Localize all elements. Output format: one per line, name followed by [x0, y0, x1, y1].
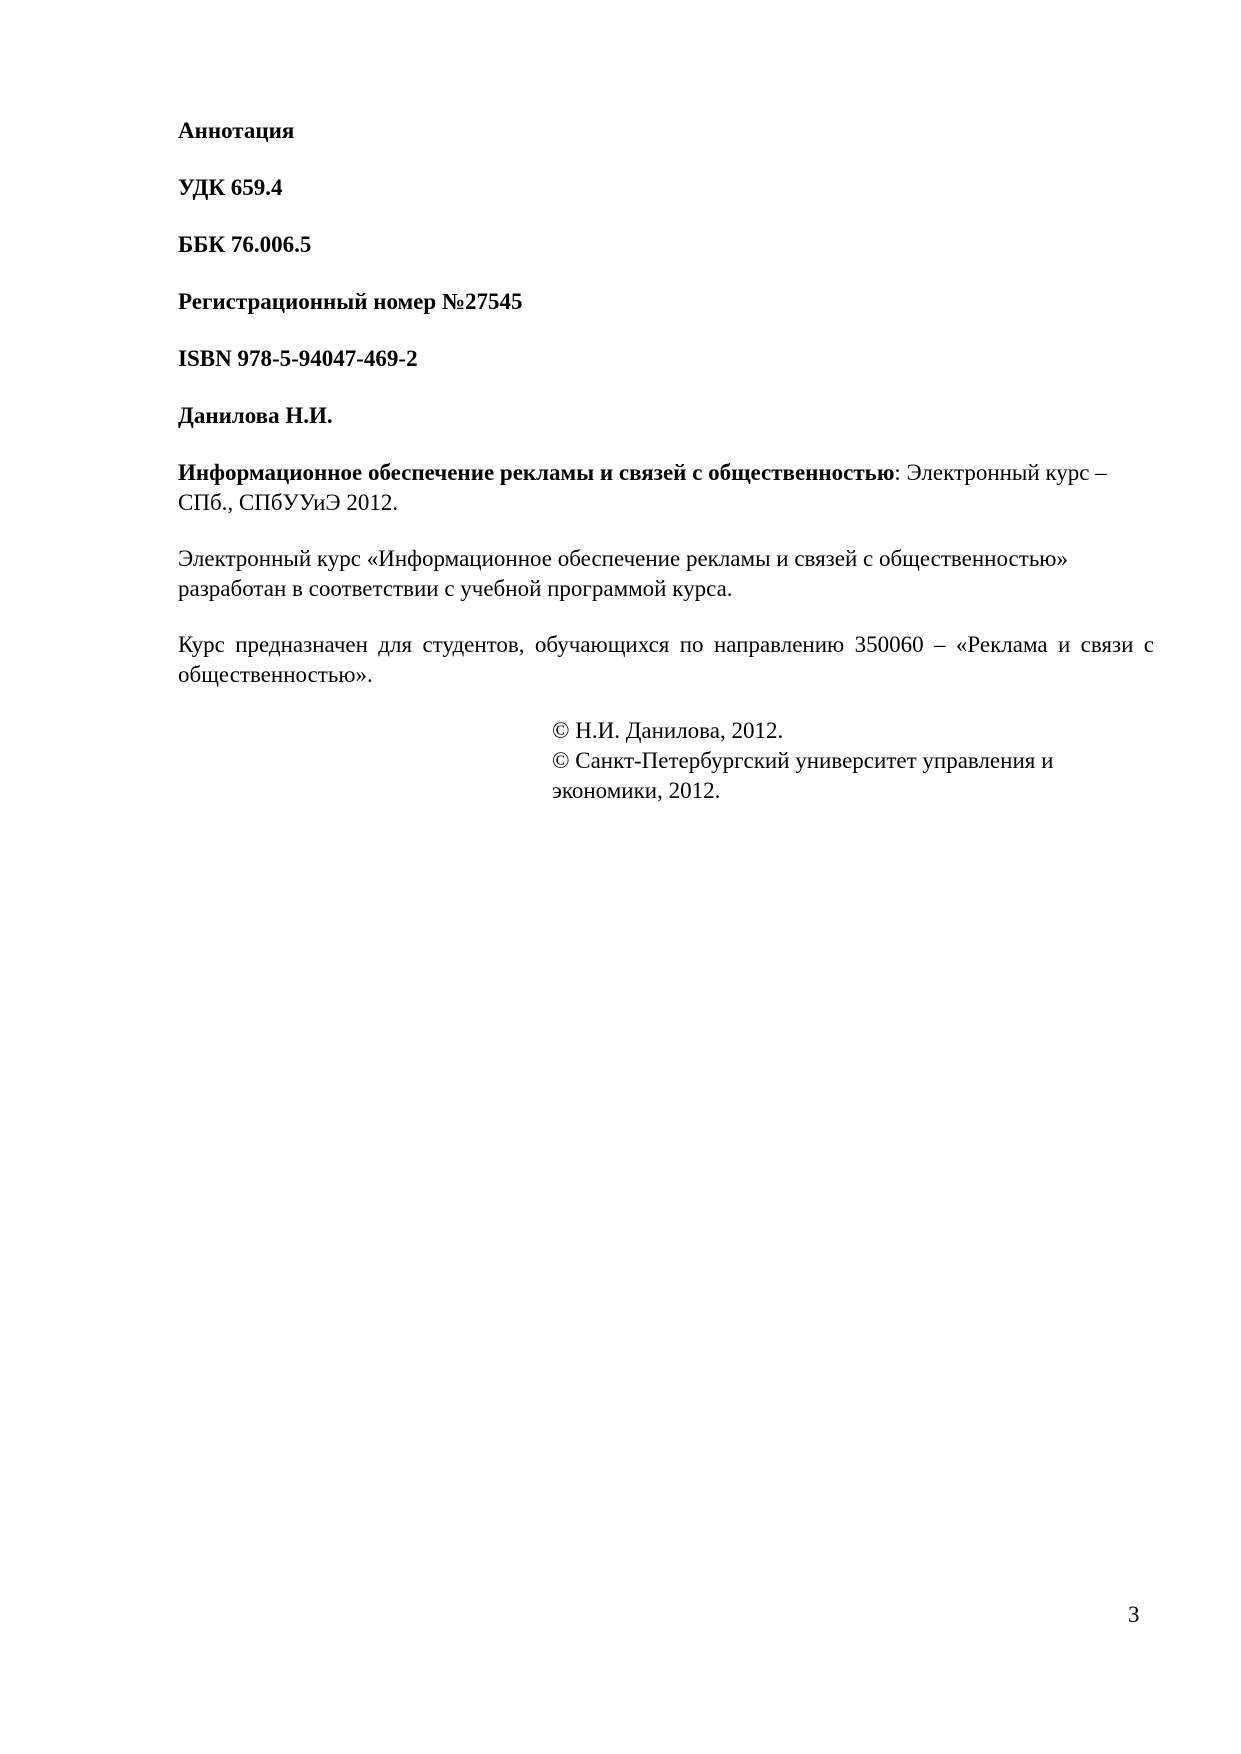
author-name: Данилова Н.И.	[178, 403, 333, 428]
udc-code: УДК 659.4	[178, 175, 283, 200]
citation-title: Информационное обеспечение рекламы и связей с общественностью	[178, 460, 895, 485]
registration-number: Регистрационный номер №27545	[178, 289, 523, 314]
citation-paragraph	[178, 458, 1154, 518]
description-paragraph: Электронный курс «Информационное обеспечение рекламы и связей с общественностью» разработан в соответствии с учебной программой курса.	[178, 546, 1068, 601]
page-number: 3	[1128, 1602, 1140, 1627]
bbk-code: ББК 76.006.5	[178, 232, 312, 257]
isbn: ISBN 978-5-94047-469-2	[178, 346, 418, 371]
copyright-author: © Н.И. Данилова, 2012.	[552, 718, 784, 743]
copyright-block	[552, 716, 1112, 806]
copyright-university: © Санкт-Петербургский университет управления и экономики, 2012.	[552, 748, 1054, 803]
citation-rest: : Электронный курс – СПб., СПбУУиЭ 2012.	[178, 460, 1107, 515]
audience-paragraph: Курс предназначен для студентов, обучающихся по направлению 350060 – «Реклама и связи с общественностью».	[178, 632, 1154, 687]
annotation-heading: Аннотация	[178, 118, 295, 143]
